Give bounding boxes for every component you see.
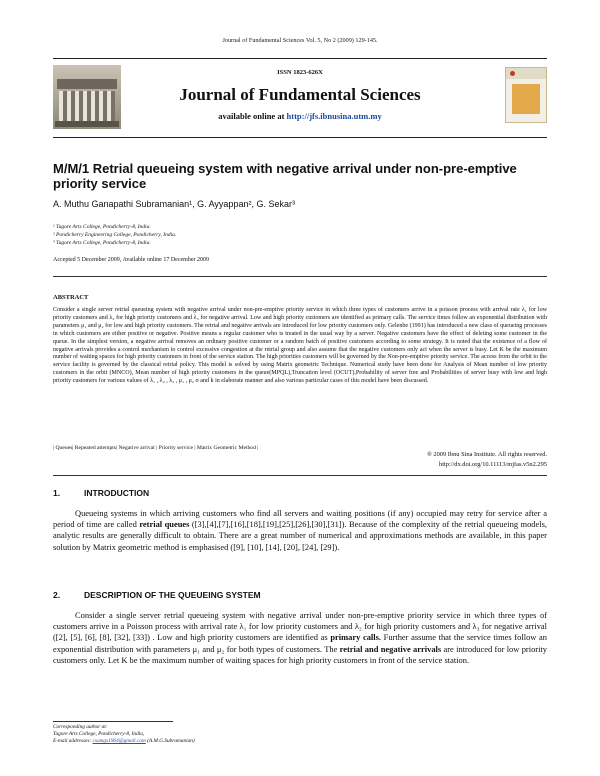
text-run: are introduced for low priority customers only. Let K be the maximum number of waiting spaces for high priority customers in front of the service station. <box>53 643 548 665</box>
online-prefix: available online at <box>218 111 287 121</box>
footnote-email <box>53 738 195 745</box>
section-body <box>53 610 547 666</box>
divider <box>53 475 547 476</box>
abstract-text: Consider a single server retrial queueing system with negative arrival under non-pre-emptive priority service in which three types of customers arrive in a poisson process with arrival rate λ₁ for low priority customers and λ₂ for high priority customers and λ₃ for negative arrival. Low and high priority customers are identified as primary calls. The service times follow an exponential distribution with parameters μ₁ and μ₂ for low and high priority customers. The retrial and negative arrivals are introduced for low priority customers only. Gelenbe (1991) has introduced a new class of queueing processes in which customers are either positive or negative. Positive means a regular customer who is treated in the usual way by a server. Negative customers have the effect of deleting some customer in the queue. In the simplest version, a negative arrival removes an ordinary positive customer or a random batch of positive customers according to some strategy. It is noted that the existence of a flow of negative arrivals provides a control mechanism to control excessive congestion at the retrial group and also assume that the negative customers only act when the server is busy. Let K be the maximum number of waiting spaces for high priority customers in front of the service station. The high priorities customers will be governed by the Non-pre-emptive priority service. The access from the orbit to the service facility is governed by the classical retrial policy. This model is solved by using Matrix geometric Technique. Numerical study have been done for Analysis of Mean number of low priority customers in the orbit (MNCO), Mean number of high priority customers in the queue(MPQL),Truncation level (OCUT),Probability of server free and Probabilities of server busy with low and high priority customers for various values of λ₁ , λ₂ , λ₃ , μ₁ , μ₂ σ and k in elaborate manner and also various particular cases of this model have been discussed. <box>53 307 547 385</box>
section-title: DESCRIPTION OF THE QUEUEING SYSTEM <box>84 590 261 600</box>
text-run: Consider a single server retrial queueing system with negative arrival under non-pre-emptive priority service in which three types of customers arrive in a Poisson process with arrival rate λ₁ for low priority customers and λ₂ for high priority customers and λ₃ for negative arrival ([2], [5], [6], [8], [32], [33]) . Low and high priority customers are identified as <box>53 610 547 643</box>
section-heading <box>53 590 547 600</box>
journal-masthead <box>53 58 547 138</box>
bold-term: retrial queues <box>139 519 190 530</box>
copyright: ® 2009 Ibnu Sina Institute. All rights reserved. <box>426 451 547 458</box>
text-run: Further assume that the service times follow an exponential distribution with parameters μ₁ and μ₂ for both types of customers. The <box>53 632 547 654</box>
abstract-heading: ABSTRACT <box>53 294 89 301</box>
email-link[interactable]: csamgs1964@gmail.com <box>92 738 146 744</box>
issn: ISSN 1823-626X <box>277 69 323 76</box>
email-suffix: (A.M.G.Subramanian) <box>145 738 195 744</box>
journal-title: Journal of Fundamental Sciences <box>179 85 421 104</box>
doi-link[interactable]: http://dx.doi.org/10.11113/mjfas.v5n2.295 <box>439 461 547 468</box>
online-availability <box>53 111 547 121</box>
bold-term: retrial and negative arrivals <box>339 643 442 654</box>
journal-url-link[interactable]: http://jfs.ibnusina.utm.my <box>286 111 382 121</box>
running-header: Journal of Fundamental Sciences Vol. 5, No 2 (2009) 129-145. <box>222 37 378 44</box>
section-body <box>53 508 547 553</box>
journal-cover-thumbnail <box>505 67 547 123</box>
bold-term: primary calls. <box>330 632 381 643</box>
divider <box>53 276 547 277</box>
section-title: INTRODUCTION <box>84 488 150 498</box>
text-run: ([3],[4],[7],[16],[18],[19],[25],[26],[30],[31]). Because of the complexity of the retrial queueing models, analytic results are generally difficult to obtain. There are a great number of numerical and approximations methods are available, in this paper solution by Matrix geometric method is emphasised ([9], [10], [14], [20], [24], [29]). <box>53 519 547 552</box>
affiliation: ² Pondicherry Engineering College, Pondicherry, India. <box>53 232 177 238</box>
section-number: 1. <box>53 488 61 498</box>
authors: A. Muthu Ganapathi Subramanian¹, G. Ayyappan², G. Sekar³ <box>53 199 295 209</box>
affiliation: ¹ Tagore Arts College, Pondicherry-8, India. <box>53 224 151 230</box>
affiliation: ³ Tagore Arts College, Pondicherry-8, India. <box>53 240 151 246</box>
accepted-date: Accepted 5 December 2009, Available online 17 December 2009 <box>53 257 209 263</box>
text-run: Queueing systems in which arriving customers who find all servers and waiting positions (if any) occupied may retry for service after a period of time are called <box>53 508 547 530</box>
paper-title: M/M/1 Retrial queueing system with negative arrival under non-pre-emptive priority service <box>53 161 517 191</box>
footnote-label: Corresponding author at: <box>53 724 108 730</box>
section-heading <box>53 488 547 498</box>
keywords: | Queues| Repeated attempts| Negative arrival | Priority service | Matrix Geometric Method | <box>53 445 259 451</box>
footnote-address: Tagore Arts College, Pondicherry-8, India, <box>53 731 145 737</box>
footnote-divider <box>53 721 173 722</box>
email-label: E-mail addresses: <box>53 738 93 744</box>
section-number: 2. <box>53 590 61 600</box>
